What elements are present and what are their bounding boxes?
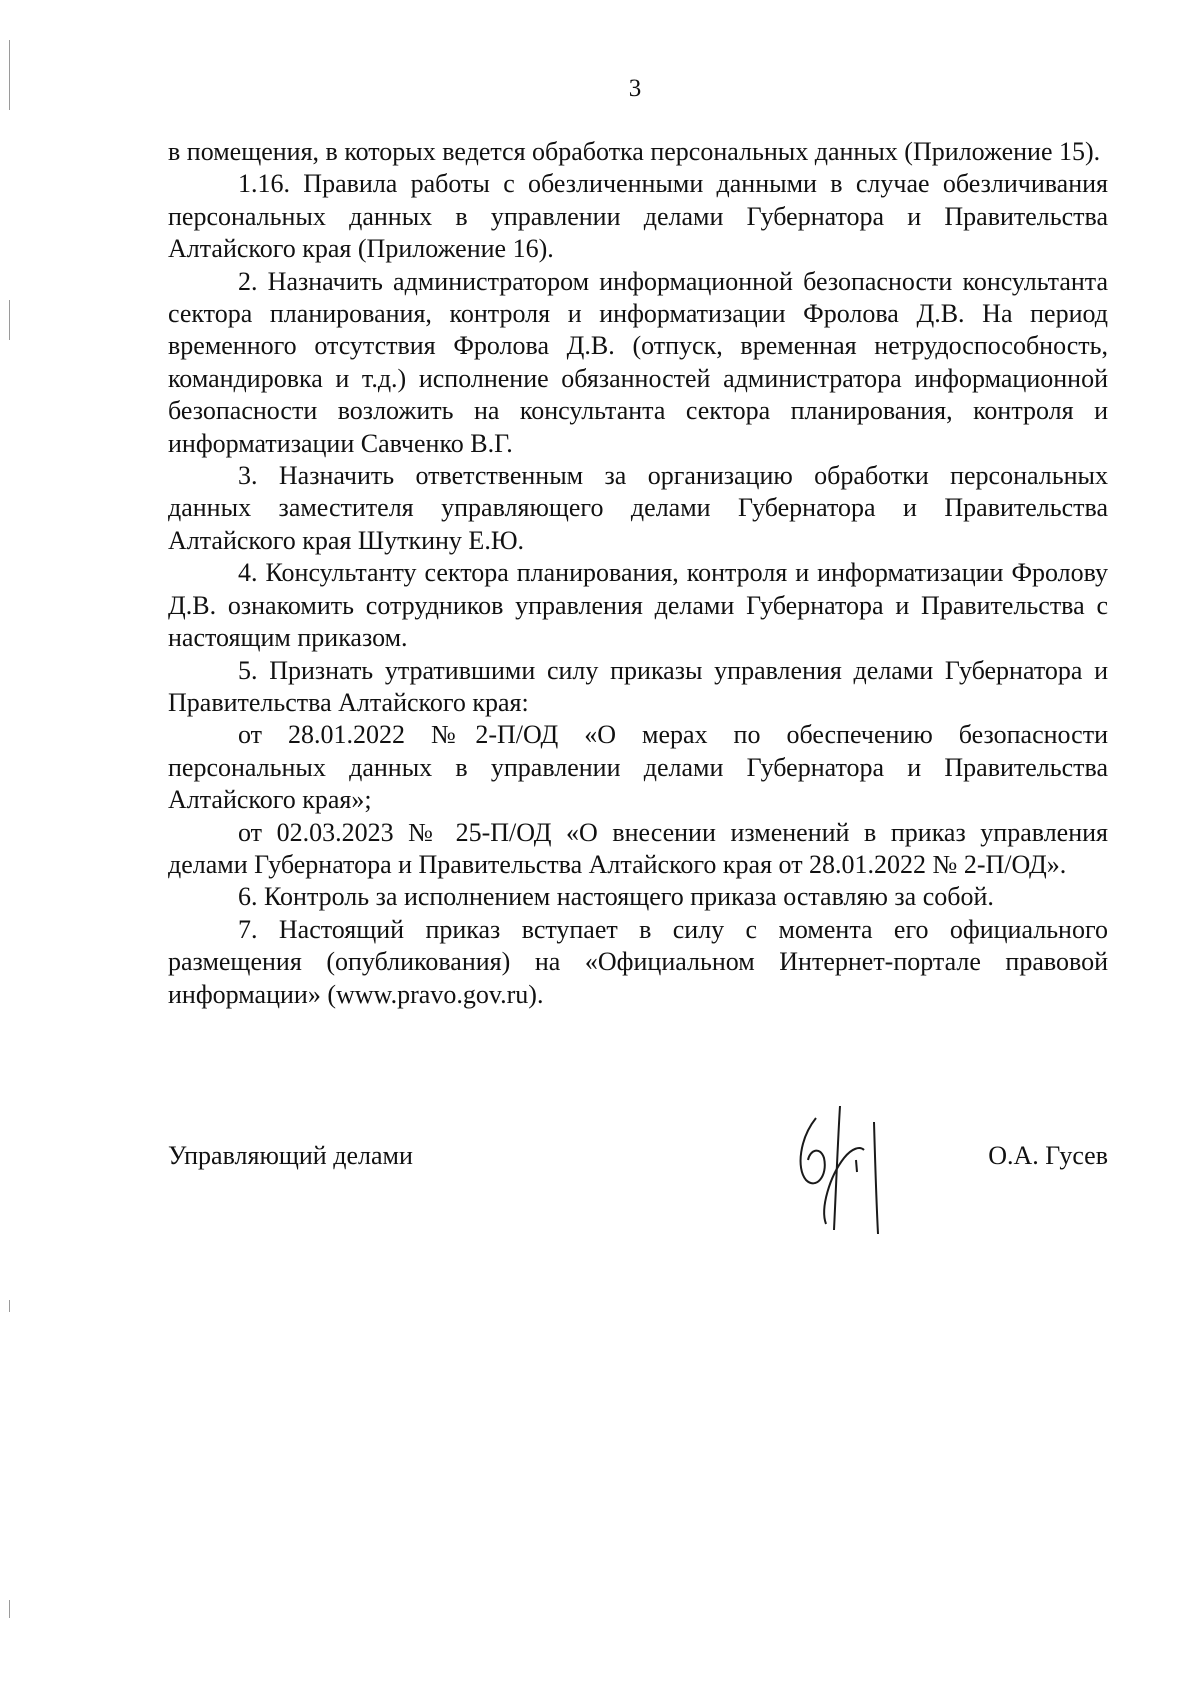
scan-edge-mark — [9, 300, 10, 340]
paragraph: 2. Назначить администратором информационной безопасности консультанта сектора планирования, контроля и информатизации Фролова Д.В. На период временного отсутствия Фролова Д.В. (отпуск, временная нетрудоспособность, командировка и т.д.) исполнение обязанностей администратора информационной безопасности возложить на консультанта сектора планирования, контроля и информатизации Савченко В.Г. — [168, 266, 1108, 458]
paragraph: 7. Настоящий приказ вступает в силу с момента его официального размещения (опубликования) на «Официальном Интернет-портале правовой информации» (www.pravo.gov.ru). — [168, 914, 1108, 1009]
signature-block — [168, 1140, 1108, 1260]
paragraph: 4. Консультанту сектора планирования, контроля и информатизации Фролову Д.В. ознакомить сотрудников управления делами Губернатора и Правительства с настоящим приказом. — [168, 558, 1108, 653]
signer-name: О.А. Гусев — [988, 1141, 1108, 1170]
paragraph: 5. Признать утратившими силу приказы управления делами Губернатора и Правительства Алтайского края: — [168, 655, 1108, 717]
page-number: 3 — [628, 75, 642, 102]
handwritten-signature — [778, 1098, 908, 1238]
document-body — [168, 136, 1108, 1011]
paragraph: 1.16. Правила работы с обезличенными данными в случае обезличивания персональных данных в управлении делами Губернатора и Правительства Алтайского края (Приложение 16). — [168, 169, 1108, 264]
paragraph: от 02.03.2023 № 25-П/ОД «О внесении изменений в приказ управления делами Губернатора и Правительства Алтайского края от 28.01.2022 № 2-П/ОД». — [168, 817, 1108, 879]
paragraph: 3. Назначить ответственным за организацию обработки персональных данных заместителя управляющего делами Губернатора и Правительства Алтайского края Шуткину Е.Ю. — [168, 461, 1108, 555]
signer-title: Управляющий делами — [168, 1141, 413, 1170]
paragraph: 6. Контроль за исполнением настоящего приказа оставляю за собой. — [238, 882, 994, 912]
scan-edge-mark — [9, 1600, 10, 1618]
paragraph: в помещения, в которых ведется обработка персональных данных (Приложение 15). — [168, 137, 1101, 166]
paragraph: от 28.01.2022 №2-П/ОД «О мерах по обеспечению безопасности персональных данных в управлении делами Губернатора и Правительства Алтайского края»; — [168, 720, 1108, 815]
scan-edge-mark — [9, 1300, 10, 1312]
